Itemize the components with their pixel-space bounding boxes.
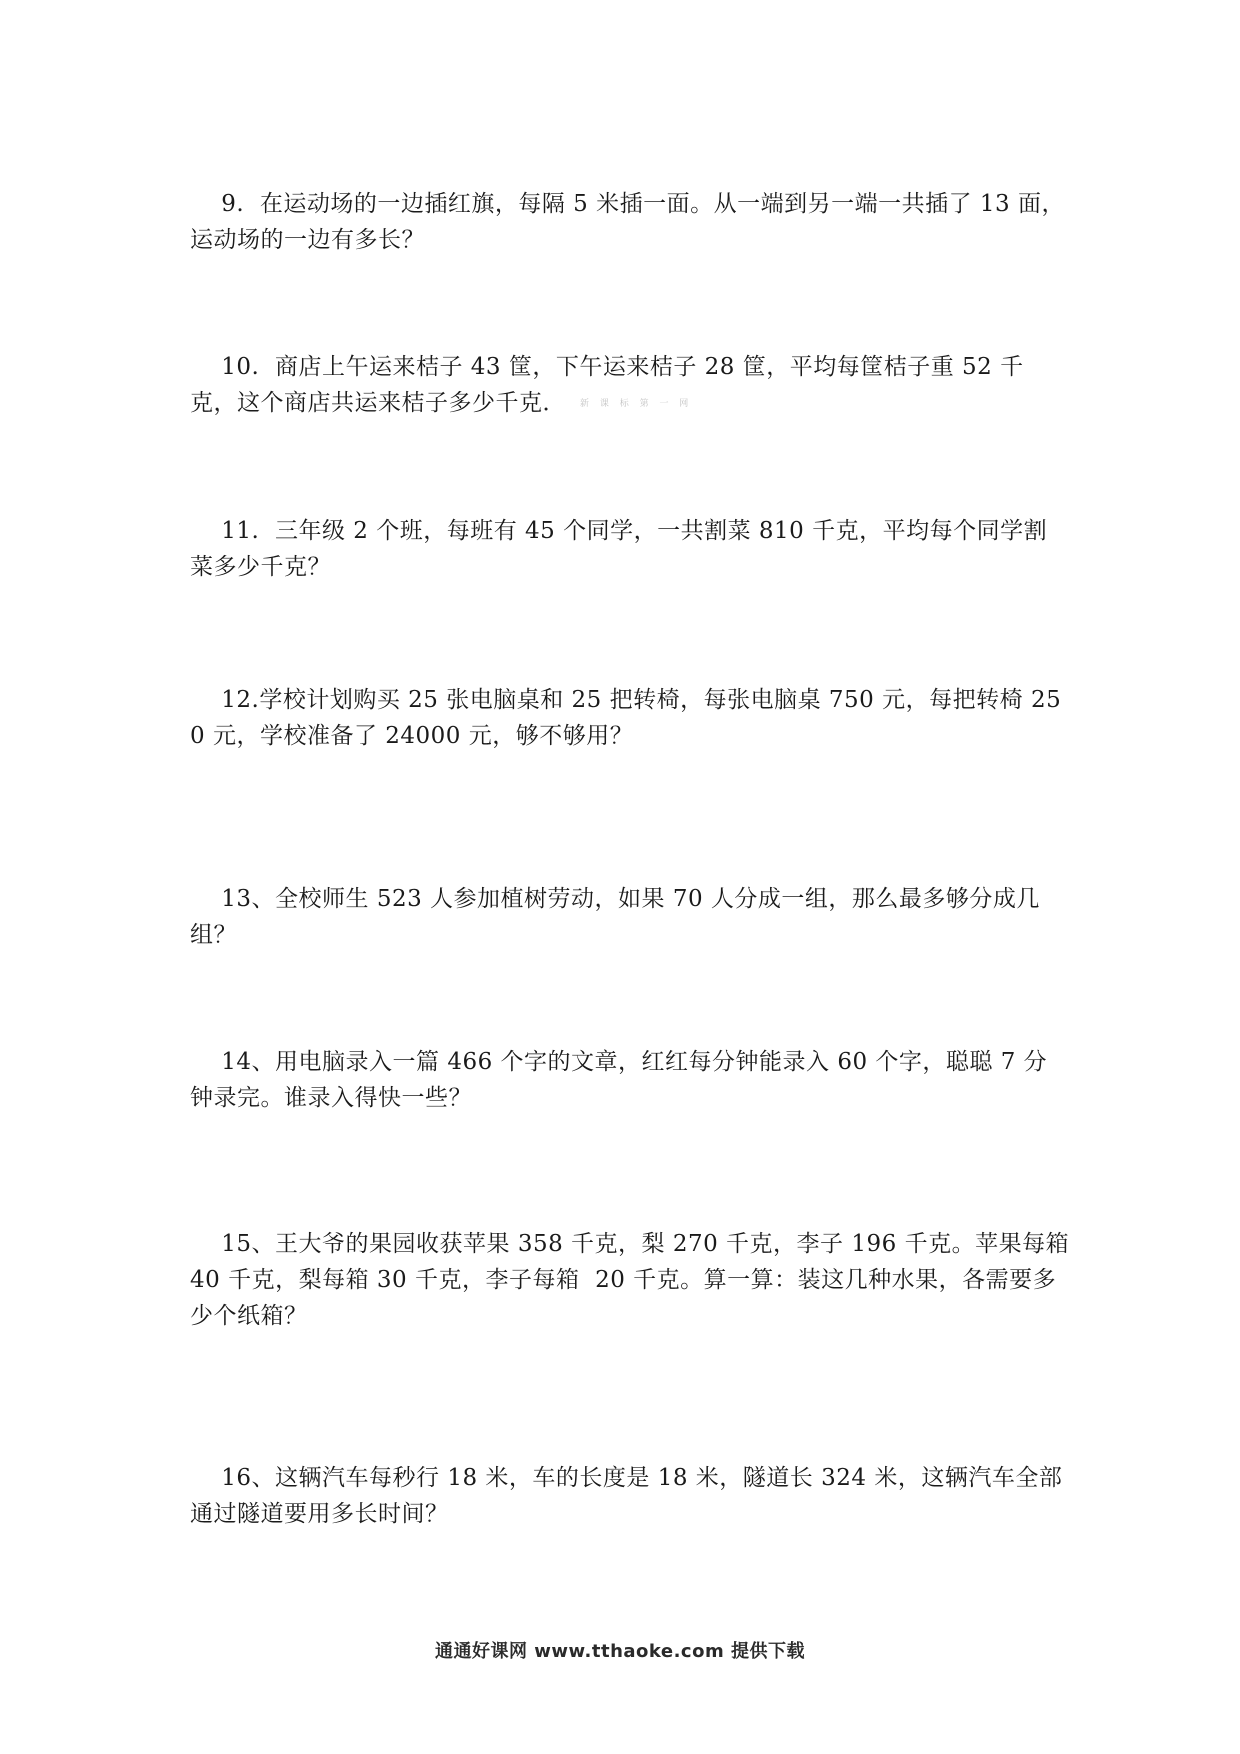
problem-14 — [190, 1008, 1070, 1152]
problem-10 — [190, 313, 1070, 458]
problem-15 — [190, 1190, 1077, 1370]
problem-9 — [190, 150, 1070, 294]
watermark-text: 新 课 标 第 一 网 — [580, 399, 693, 409]
footer-source-note: 通通好课网 www.tthaoke.com 提供下载 — [435, 1641, 805, 1662]
problem-15-text: 15、王大爷的果园收获苹果 358 千克，梨 270 千克，李子 196 千克。苹果每箱 40 千克，梨每箱 30 千克，李子每箱 20 千克。算一算：装这几种水果，各需要多少个纸箱？ — [190, 1231, 1077, 1329]
problem-13 — [190, 845, 1070, 989]
problem-12 — [190, 646, 1070, 790]
problem-16 — [190, 1424, 1070, 1568]
problem-14-text: 14、用电脑录入一篇 466 个字的文章，红红每分钟能录入 60 个字，聪聪 7 分钟录完。谁录入得快一些？ — [190, 1049, 1048, 1111]
problem-9-text: 9. 在运动场的一边插红旗，每隔 5 米插一面。从一端到另一端一共插了 13 面，运动场的一边有多长？ — [190, 191, 1065, 253]
problem-11-text: 11. 三年级 2 个班，每班有 45 个同学，一共割菜 810 千克，平均每个同学割菜多少千克？ — [190, 518, 1048, 580]
problem-13-text: 13、全校师生 523 人参加植树劳动，如果 70 人分成一组，那么最多够分成几组？ — [190, 886, 1040, 948]
problem-12-text: 12.学校计划购买 25 张电脑桌和 25 把转椅，每张电脑桌 750 元，每把转椅 250 元，学校准备了 24000 元，够不够用？ — [190, 687, 1062, 749]
problem-10-text: 10. 商店上午运来桔子 43 筐，下午运来桔子 28 筐，平均每筐桔子重 52 千克，这个商店共运来桔子多少千克． — [190, 354, 1024, 416]
problem-16-text: 16、这辆汽车每秒行 18 米，车的长度是 18 米，隧道长 324 米，这辆汽车全部通过隧道要用多长时间？ — [190, 1465, 1063, 1527]
problem-11 — [190, 477, 1070, 621]
